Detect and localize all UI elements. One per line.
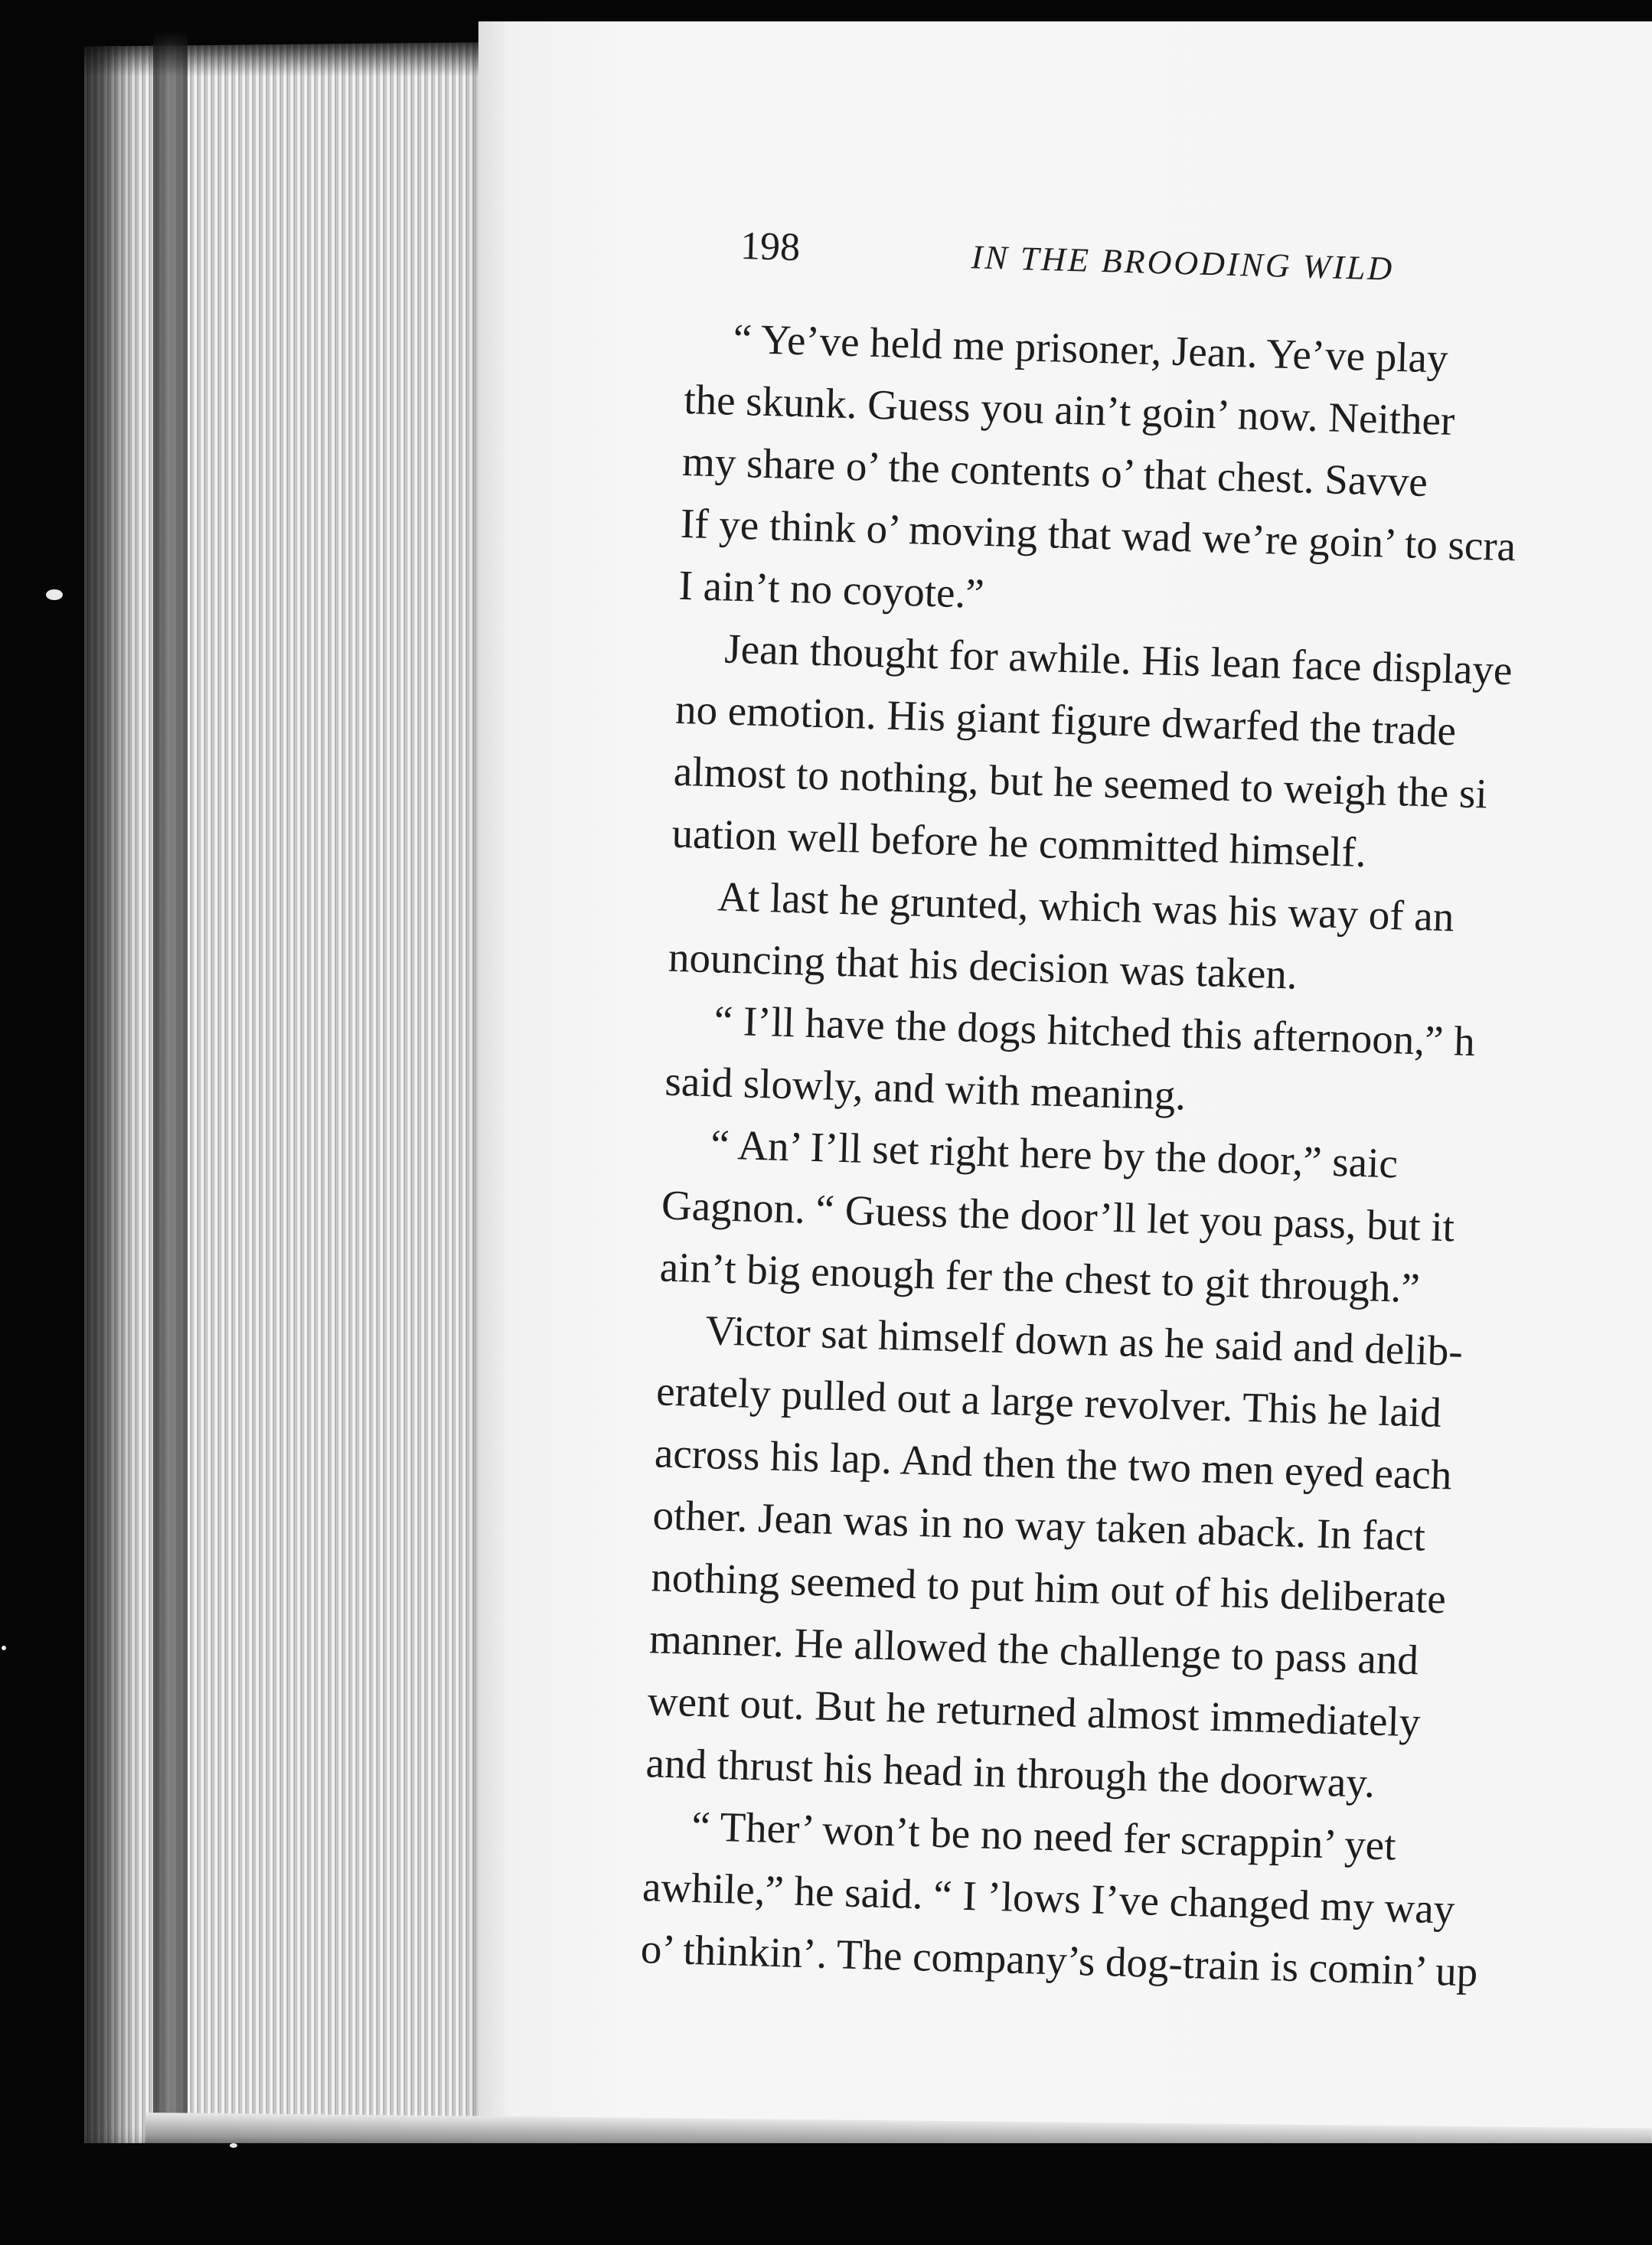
text-line: o’ thinkin’. The company’s dog-train is comin’ up bbox=[640, 1925, 1479, 1995]
text-line: said slowly, and with meaning. bbox=[664, 1057, 1187, 1119]
text-line: across his lap. And then the two men eyed each bbox=[654, 1429, 1453, 1499]
text-line: the skunk. Guess you ain’t goin’ now. Neither bbox=[683, 375, 1456, 445]
text-line: my share o’ the contents o’ that chest. Savve bbox=[681, 437, 1428, 506]
text-line: “ Ther’ won’t be no need fer scrappin’ yet bbox=[691, 1802, 1397, 1869]
text-line: nothing seemed to put him out of his deliberate bbox=[650, 1553, 1447, 1623]
text-line: Victor sat himself down as he said and delib- bbox=[704, 1307, 1464, 1375]
text-line: erately pulled out a large revolver. This he laid bbox=[655, 1367, 1442, 1437]
text-line: awhile,” he said. “ I ’lows I’ve changed my way bbox=[642, 1863, 1456, 1933]
text-line: manner. He allowed the challenge to pass and bbox=[648, 1615, 1419, 1684]
text-line: “ Ye’ve held me prisoner, Jean. Ye’ve play bbox=[732, 315, 1449, 382]
text-line: other. Jean was in no way taken aback. In fact bbox=[651, 1491, 1426, 1560]
dust-speck bbox=[46, 589, 63, 600]
text-line: “ I’ll have the dogs hitched this afternoon,” h bbox=[713, 997, 1476, 1065]
text-line: nouncing that his decision was taken. bbox=[668, 933, 1298, 998]
dust-speck bbox=[230, 2143, 237, 2148]
body-text bbox=[640, 306, 1652, 2009]
page-number: 198 bbox=[739, 224, 801, 270]
running-head: IN THE BROODING WILD bbox=[971, 238, 1395, 288]
dust-speck bbox=[2, 1646, 6, 1650]
page-text-block bbox=[640, 222, 1652, 2009]
text-line: “ An’ I’ll set right here by the door,” saic bbox=[710, 1121, 1399, 1187]
text-line: I ain’t no coyote.” bbox=[677, 561, 985, 617]
text-line: Jean thought for awhile. His lean face displaye bbox=[723, 625, 1513, 694]
text-line: At last he grunted, which was his way of an bbox=[717, 873, 1455, 941]
book-spine bbox=[153, 31, 188, 2136]
text-line: If ye think o’ moving that wad we’re goin’ to scra bbox=[680, 499, 1517, 570]
text-line: ain’t big enough fer the chest to git through.” bbox=[659, 1243, 1421, 1312]
text-line: no emotion. His giant figure dwarfed the trade bbox=[674, 685, 1457, 755]
text-line: went out. But he returned almost immediately bbox=[647, 1677, 1422, 1746]
top-shadow bbox=[84, 31, 513, 77]
text-line: and thrust his head in through the doorway. bbox=[645, 1739, 1376, 1806]
text-line: uation well before he committed himself. bbox=[671, 809, 1367, 876]
scan-background-bottom bbox=[0, 2143, 1652, 2245]
text-line: almost to nothing, but he seemed to weigh the si bbox=[673, 747, 1488, 817]
text-line: Gagnon. “ Guess the door’ll let you pass, but it bbox=[661, 1181, 1455, 1251]
page-block-edges bbox=[84, 42, 482, 2143]
